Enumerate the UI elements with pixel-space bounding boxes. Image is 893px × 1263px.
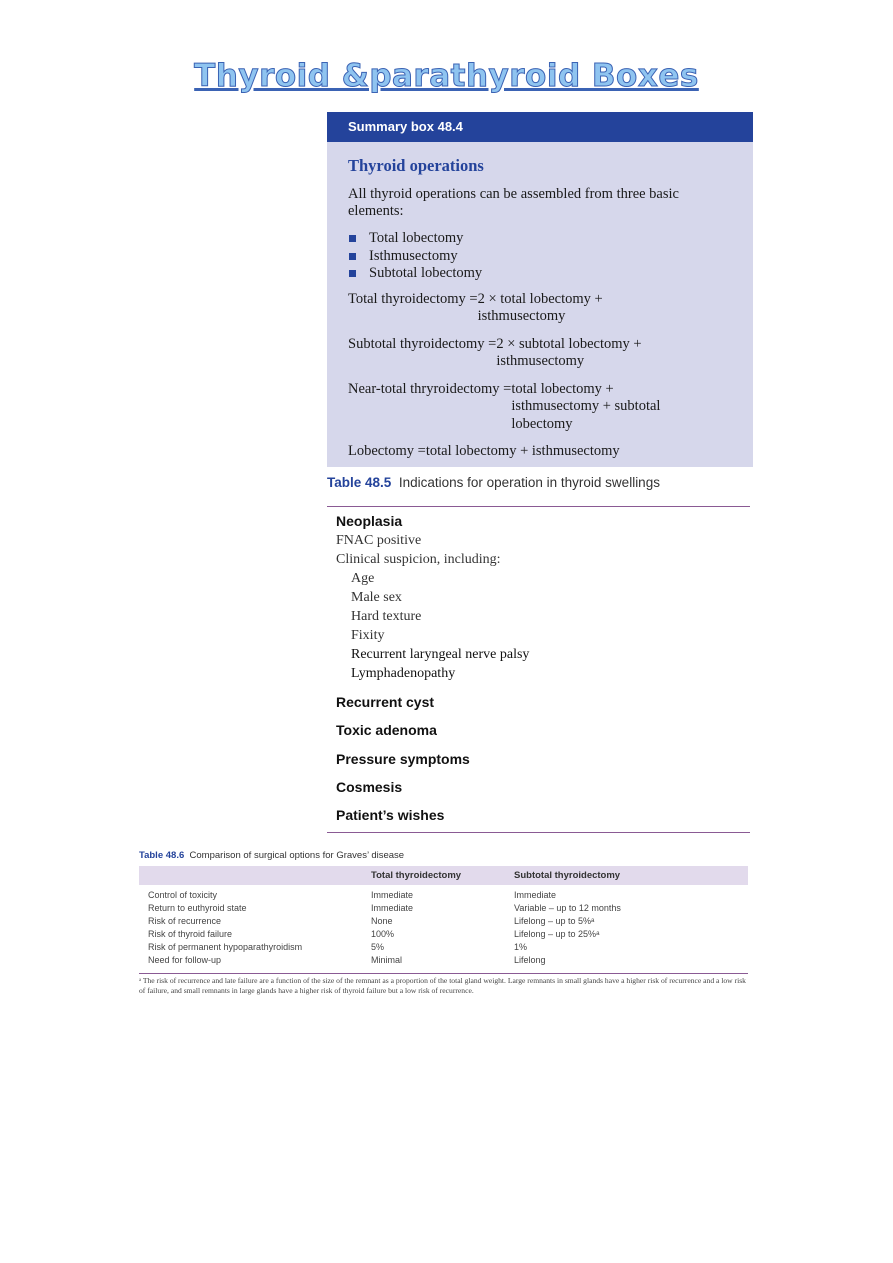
table-row: Toxic adenoma: [336, 722, 437, 738]
table-row: Pressure symptoms: [336, 751, 470, 767]
element-list: [348, 230, 732, 283]
table-footnote: ᵃ The risk of recurrence and late failure are a function of the size of the remnant as a proportion of the total gland weight. Large remnants in small glands have a higher risk of recurrence and a low risk of failure, and small remnants in large glands have a higher risk of thyroid failure but a low risk of recurrence.: [139, 976, 746, 995]
page-title: Thyroid &parathyroid Boxes: [194, 58, 699, 94]
summary-box-title: Thyroid operations: [348, 156, 484, 175]
table-label: Table 48.5: [327, 475, 392, 490]
equation-lobectomy: [348, 443, 732, 461]
table-header: [139, 866, 748, 885]
table-row: Fixity: [351, 628, 385, 643]
list-item: Isthmusectomy: [348, 248, 732, 266]
table-row: Hard texture: [351, 609, 422, 624]
table-cell: Lifelong – up to 25%ᵃ: [514, 929, 600, 939]
summary-box-intro: All thyroid operations can be assembled from three basic elements:: [348, 186, 679, 219]
equation-rhs: total lobectomy + isthmusectomy: [425, 443, 620, 459]
table-cell: Immediate: [371, 903, 414, 913]
table-cell: 100%: [371, 929, 395, 939]
table-cell: Immediate: [371, 890, 414, 900]
table-48-5: [327, 506, 750, 833]
table-caption-text: Indications for operation in thyroid swellings: [398, 475, 660, 490]
summary-box-header: Summary box 48.4: [327, 112, 753, 142]
equation-near-total-thyroidectomy: [348, 381, 732, 434]
equation-lhs: Subtotal thyroidectomy =: [348, 335, 497, 352]
equation-lhs: Near-total thryroidectomy =: [348, 380, 512, 397]
table-cell: Need for follow-up: [148, 955, 222, 965]
equation-rhs: 2 × total lobectomy + isthmusectomy: [477, 290, 603, 324]
equation-subtotal-thyroidectomy: [348, 336, 732, 371]
table-cell: Risk of thyroid failure: [148, 929, 233, 939]
table-cell: Minimal: [371, 955, 403, 965]
table-label: Table 48.6: [139, 850, 185, 861]
table-cell: Lifelong – up to 5%ᵃ: [514, 916, 595, 926]
table-cell: Risk of recurrence: [148, 916, 222, 926]
column-header: Subtotal thyroidectomy: [514, 870, 621, 881]
table-row: Clinical suspicion, including:: [336, 552, 501, 567]
table-cell: Variable – up to 12 months: [514, 903, 621, 913]
summary-box: [327, 112, 753, 467]
table-row: Cosmesis: [336, 779, 403, 795]
table-row: Patient’s wishes: [336, 807, 445, 823]
table-row: Age: [351, 571, 375, 586]
table-row: Male sex: [351, 590, 402, 605]
table-cell: 1%: [514, 942, 528, 952]
table-row: FNAC positive: [336, 533, 422, 548]
table-cell: Immediate: [514, 890, 557, 900]
table-row: Recurrent cyst: [336, 694, 435, 710]
table-cell: Return to euthyroid state: [148, 903, 247, 913]
list-item: Total lobectomy: [348, 230, 732, 248]
table-cell: Control of toxicity: [148, 890, 218, 900]
table-cell: 5%: [371, 942, 385, 952]
equation-lhs: Total thyroidectomy =: [348, 290, 478, 307]
table-row: Lymphadenopathy: [351, 666, 456, 681]
table-48-6: [139, 866, 748, 974]
equation-lhs: Lobectomy =: [348, 443, 426, 459]
table-cell: None: [371, 916, 393, 926]
table-48-5-caption: [327, 475, 660, 490]
column-header: Total thyroidectomy: [371, 870, 462, 881]
table-cell: Risk of permanent hypoparathyroidism: [148, 942, 303, 952]
equation-rhs: total lobectomy + isthmusectomy + subtotal lobectomy: [511, 380, 661, 432]
equation-rhs: 2 × subtotal lobectomy + isthmusectomy: [496, 335, 642, 369]
equation-total-thyroidectomy: [348, 291, 732, 326]
table-row: Neoplasia: [336, 513, 403, 529]
list-item: Subtotal lobectomy: [348, 265, 732, 283]
table-cell: Lifelong: [514, 955, 546, 965]
table-row: Recurrent laryngeal nerve palsy: [351, 647, 530, 662]
table-caption-text: Comparison of surgical options for Graves’ disease: [189, 850, 405, 861]
table-48-6-caption: [139, 850, 404, 861]
